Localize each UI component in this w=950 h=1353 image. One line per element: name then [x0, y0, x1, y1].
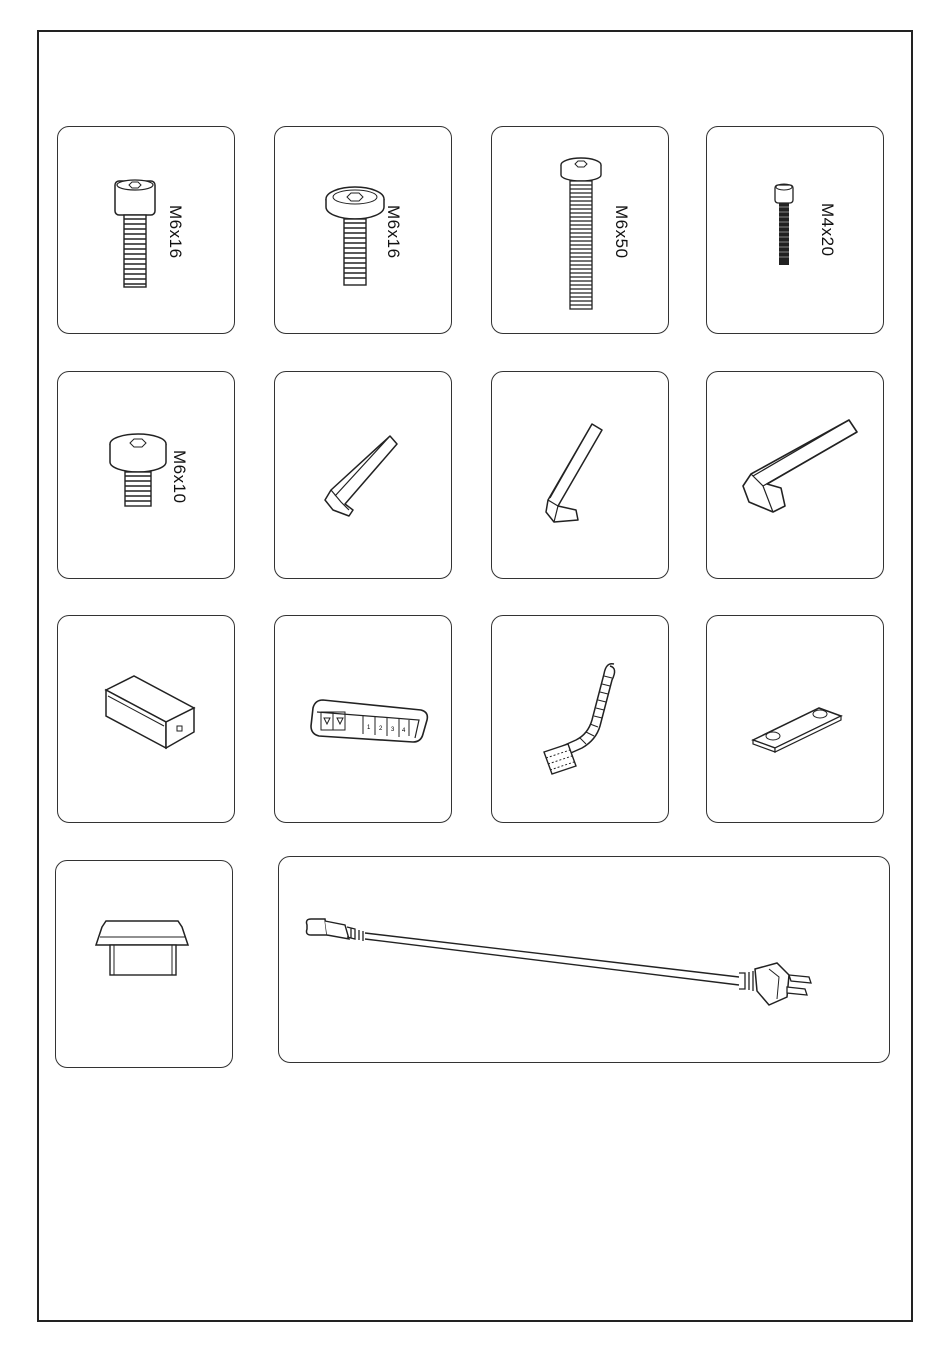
handset-button-1: 1	[367, 725, 371, 731]
part-card-power-cord	[278, 856, 890, 1063]
part-label: M6x10	[170, 450, 189, 504]
part-card-cable-clip	[491, 615, 669, 823]
part-card-handset	[274, 615, 452, 823]
long-bolt-icon	[492, 127, 670, 335]
mounting-plate-icon	[707, 616, 885, 824]
part-label: M6x16	[384, 205, 403, 259]
part-card-hex-key-medium	[491, 371, 669, 579]
part-card-m6x16-flat	[274, 126, 452, 334]
part-card-mounting-plate	[706, 615, 884, 823]
short-bolt-icon	[58, 372, 236, 580]
handset-button-2: 2	[379, 726, 383, 732]
handset-button-4: 4	[402, 728, 406, 734]
part-card-control-box	[57, 615, 235, 823]
cable-clip-icon	[492, 616, 670, 824]
part-card-m6x50	[491, 126, 669, 334]
part-label: M6x16	[166, 205, 185, 259]
part-card-hex-key-small	[274, 371, 452, 579]
part-card-m6x10	[57, 371, 235, 579]
control-box-icon	[58, 616, 236, 824]
socket-head-bolt-icon	[58, 127, 236, 335]
handset-controller-icon	[275, 616, 453, 824]
part-card-end-cap	[55, 860, 233, 1068]
part-card-m6x16-socket	[57, 126, 235, 334]
part-card-hex-key-large	[706, 371, 884, 579]
hex-key-large-icon	[707, 372, 885, 580]
flat-head-bolt-icon	[275, 127, 453, 335]
small-bolt-icon	[707, 127, 885, 335]
power-cord-icon	[279, 857, 891, 1064]
hex-key-medium-icon	[492, 372, 670, 580]
part-label: M4x20	[818, 203, 837, 257]
hex-key-small-icon	[275, 372, 453, 580]
handset-button-3: 3	[391, 727, 395, 733]
end-cap-icon	[56, 861, 234, 1069]
part-label: M6x50	[612, 205, 631, 259]
part-card-m4x20	[706, 126, 884, 334]
